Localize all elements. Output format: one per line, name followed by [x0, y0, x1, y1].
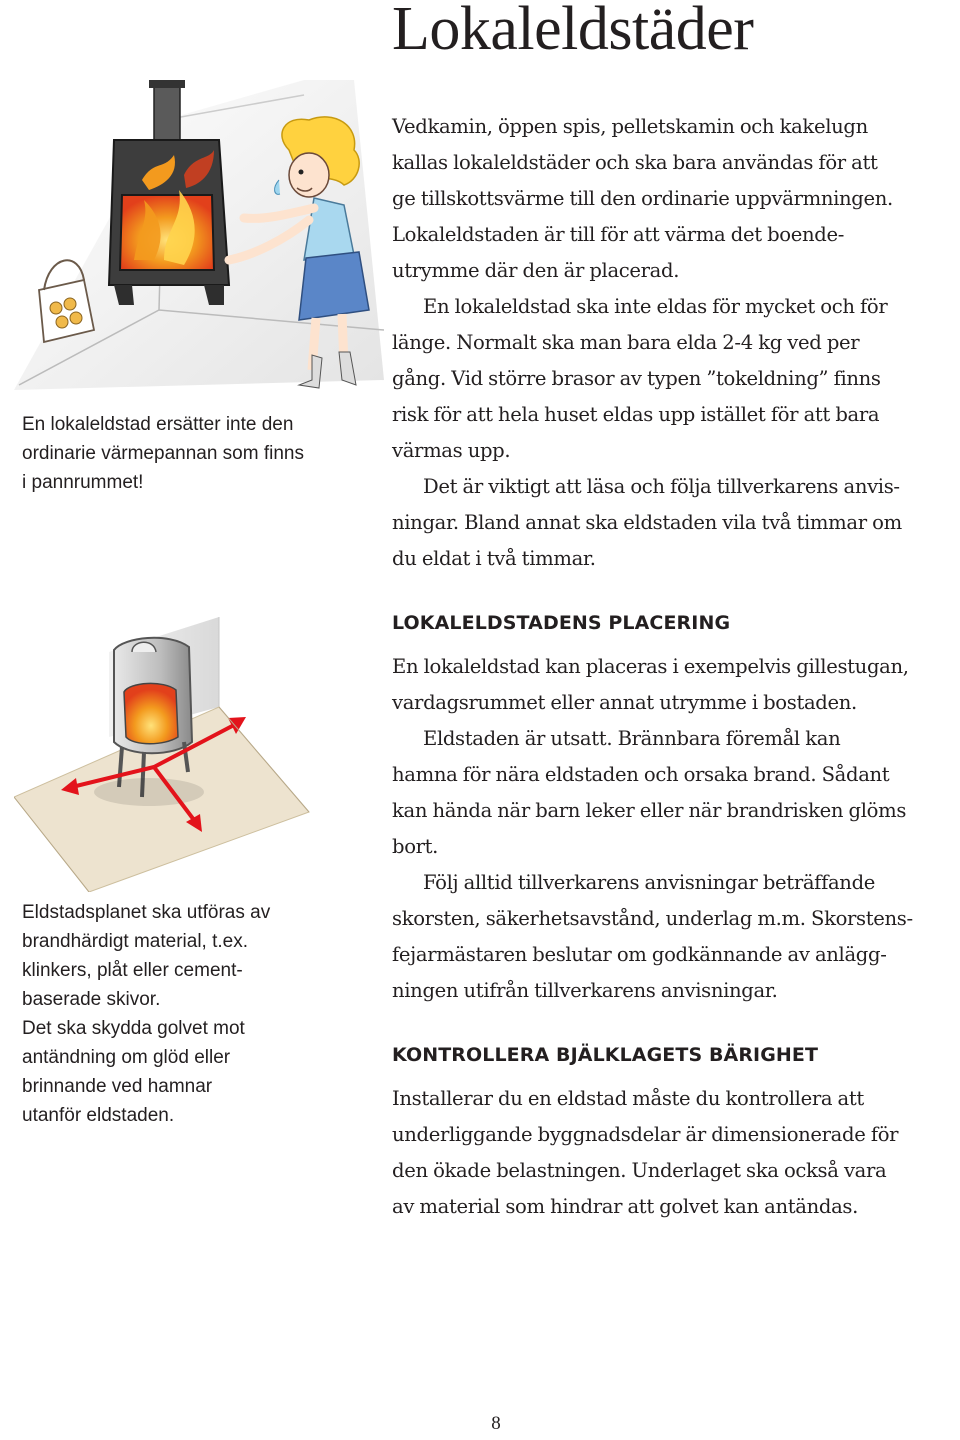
body-line: Det är viktigt att läsa och följa tillverkarens anvis-: [423, 475, 900, 498]
body-line: värmas upp.: [392, 439, 511, 462]
body-line: bort.: [392, 835, 439, 858]
body-line: Installerar du en eldstad måste du kontrollera att: [392, 1087, 864, 1110]
caption-line: Eldstadsplanet ska utföras av: [22, 902, 271, 923]
body-line: ningen utifrån tillverkarens anvisningar.: [392, 979, 778, 1002]
body-line: Följ alltid tillverkarens anvisningar beträffande: [423, 871, 876, 894]
caption-line: antändning om glöd eller: [22, 1047, 231, 1068]
body-line: hamna för nära eldstaden och orsaka brand. Sådant: [392, 763, 890, 786]
barighet-text: [392, 1081, 960, 1225]
body-line: utrymme där den är placerad.: [392, 259, 680, 282]
body-line: underliggande byggnadsdelar är dimensionerade för: [392, 1123, 899, 1146]
caption-line: ordinarie värmepannan som finns: [22, 443, 304, 464]
body-line: Eldstaden är utsatt. Brännbara föremål kan: [423, 727, 841, 750]
caption-line: baserade skivor.: [22, 989, 161, 1010]
body-line: fejarmästaren beslutar om godkännande av anlägg-: [392, 943, 887, 966]
caption-line: brandhärdigt material, t.ex.: [22, 931, 249, 952]
page-title: Lokaleldstäder: [392, 0, 754, 63]
body-line: gång. Vid större brasor av typen ”tokeldning” finns: [392, 367, 881, 390]
body-line: Lokaleldstaden är till för att värma det boende-: [392, 223, 844, 246]
caption-bottom: [22, 898, 342, 1130]
caption-line: klinkers, plåt eller cement-: [22, 960, 243, 981]
body-line: länge. Normalt ska man bara elda 2-4 kg ved per: [392, 331, 860, 354]
caption-line: utanför eldstaden.: [22, 1105, 175, 1126]
body-line: av material som hindrar att golvet kan antändas.: [392, 1195, 858, 1218]
section-heading-placering: LOKALELDSTADENS PLACERING: [392, 612, 731, 634]
body-line: En lokaleldstad kan placeras i exempelvis gillestugan,: [392, 655, 909, 678]
page-number: 8: [491, 1413, 501, 1434]
placering-text: [392, 649, 960, 1009]
body-line: vardagsrummet eller annat utrymme i bostaden.: [392, 691, 857, 714]
body-line: ningar. Bland annat ska eldstaden vila två timmar om: [392, 511, 902, 534]
body-line: du eldat i två timmar.: [392, 547, 596, 570]
caption-top: [22, 410, 342, 497]
body-line: kan hända när barn leker eller när brandrisken glöms: [392, 799, 907, 822]
stove-and-girl-illustration: [14, 80, 384, 400]
body-line: risk för att hela huset eldas upp istället för att bara: [392, 403, 880, 426]
body-line: skorsten, säkerhetsavstånd, underlag m.m. Skorstens-: [392, 907, 913, 930]
body-line: kallas lokaleldstäder och ska bara användas för att: [392, 151, 878, 174]
caption-line: brinnande ved hamnar: [22, 1076, 213, 1097]
body-line: den ökade belastningen. Underlaget ska också vara: [392, 1159, 887, 1182]
intro-text: [392, 109, 960, 577]
body-line: ge tillskottsvärme till den ordinarie uppvärmningen.: [392, 187, 893, 210]
body-line: Vedkamin, öppen spis, pelletskamin och kakelugn: [392, 115, 868, 138]
stove-floor-plate-illustration: [14, 612, 314, 892]
section-heading-barighet: KONTROLLERA BJÄLKLAGETS BÄRIGHET: [392, 1044, 819, 1066]
caption-line: Det ska skydda golvet mot: [22, 1018, 245, 1039]
caption-line: En lokaleldstad ersätter inte den: [22, 414, 294, 435]
body-line: En lokaleldstad ska inte eldas för mycket och för: [423, 295, 888, 318]
caption-line: i pannrummet!: [22, 472, 144, 493]
